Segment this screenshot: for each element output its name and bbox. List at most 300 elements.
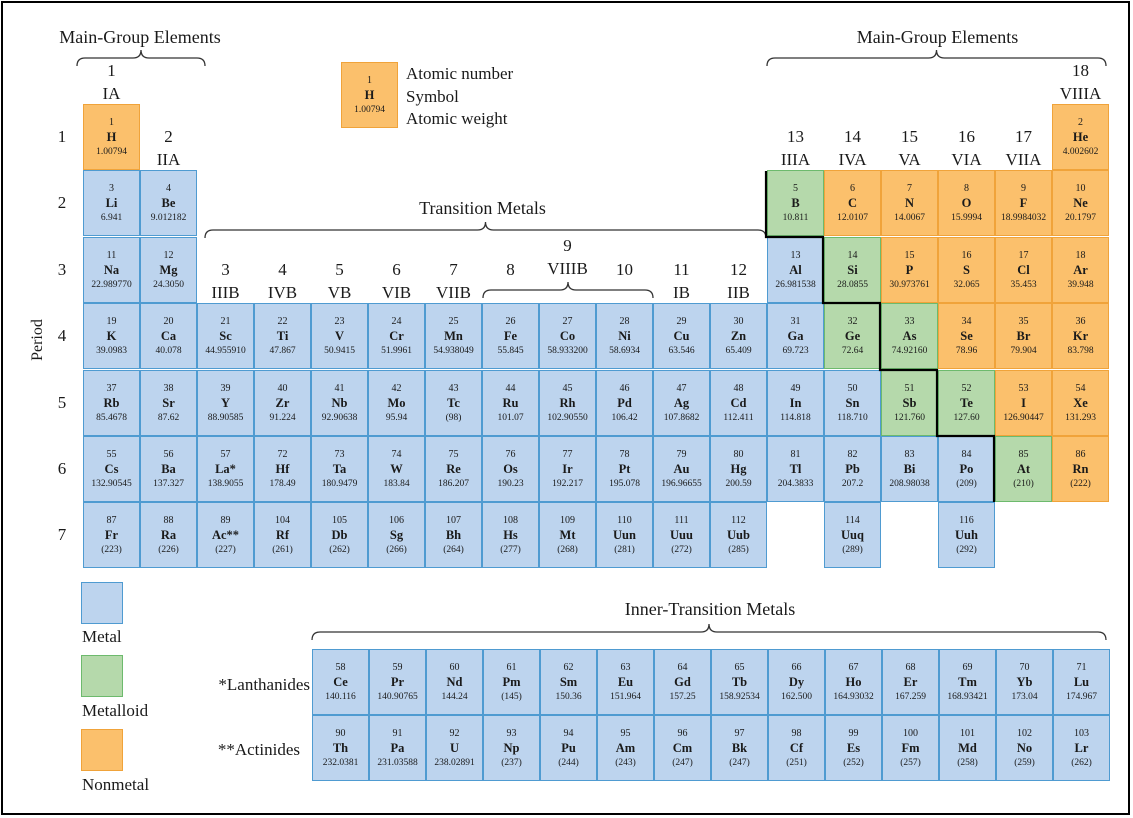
atomic-weight: 138.9055 bbox=[207, 479, 244, 489]
atomic-weight: (262) bbox=[329, 545, 350, 556]
element-symbol: Eu bbox=[617, 675, 634, 689]
element-cell-sc bbox=[197, 303, 254, 369]
group-number-11: 11 bbox=[673, 260, 690, 279]
atomic-number: 60 bbox=[449, 662, 460, 673]
atomic-number: 106 bbox=[389, 515, 404, 527]
period-axis-label: Period bbox=[29, 319, 46, 361]
element-cell-ti bbox=[254, 303, 311, 369]
element-cell-lu bbox=[1053, 649, 1110, 715]
atomic-weight: (292) bbox=[956, 545, 977, 556]
atomic-weight: (262) bbox=[1071, 758, 1092, 768]
atomic-number: 4 bbox=[166, 183, 171, 195]
atomic-number: 58 bbox=[335, 662, 346, 673]
group-roman-3: IIIB bbox=[211, 283, 240, 302]
atomic-weight: 196.96655 bbox=[661, 479, 702, 489]
element-cell-ac bbox=[197, 502, 254, 568]
atomic-number: 63 bbox=[620, 662, 631, 673]
element-symbol: Tb bbox=[731, 675, 748, 689]
atomic-weight: 200.59 bbox=[725, 479, 752, 489]
element-cell-nd bbox=[426, 649, 483, 715]
atomic-number: 68 bbox=[905, 662, 916, 673]
element-cell-mo bbox=[368, 370, 425, 436]
element-symbol: Uub bbox=[727, 528, 750, 543]
atomic-weight: (209) bbox=[956, 479, 977, 489]
atomic-weight: 92.90638 bbox=[321, 412, 358, 423]
group-number-14: 14 bbox=[844, 127, 861, 146]
atomic-number: 35 bbox=[1018, 316, 1029, 328]
element-cell-np bbox=[483, 715, 540, 781]
legend-label-metalloid: Metalloid bbox=[82, 701, 149, 720]
element-symbol: He bbox=[1072, 130, 1089, 144]
element-cell-ru bbox=[482, 370, 539, 436]
element-cell-si bbox=[824, 237, 881, 303]
key-atomic-weight-label: Atomic weight bbox=[406, 109, 508, 128]
atomic-weight: 183.84 bbox=[383, 479, 410, 489]
element-symbol: Pr bbox=[390, 675, 405, 689]
element-cell-am bbox=[597, 715, 654, 781]
atomic-number: 111 bbox=[674, 515, 689, 527]
atomic-number: 3 bbox=[109, 183, 114, 195]
element-symbol: As bbox=[902, 329, 917, 344]
element-symbol: Th bbox=[332, 741, 349, 755]
atomic-number: 73 bbox=[334, 449, 345, 460]
atomic-weight: 85.4678 bbox=[96, 412, 127, 423]
element-cell-gd bbox=[654, 649, 711, 715]
element-cell-bk bbox=[711, 715, 768, 781]
atomic-number: 83 bbox=[904, 449, 915, 460]
element-symbol: Br bbox=[1016, 329, 1031, 344]
atomic-number: 52 bbox=[961, 382, 972, 394]
element-symbol: Fm bbox=[901, 741, 920, 755]
atomic-number: 88 bbox=[163, 515, 174, 527]
element-symbol: Np bbox=[503, 741, 520, 755]
atomic-weight: 102.90550 bbox=[547, 412, 588, 423]
atomic-number: 26 bbox=[505, 316, 516, 328]
group-number-9: 9 bbox=[563, 236, 572, 255]
element-cell-ga bbox=[767, 303, 824, 369]
group-number-18: 18 bbox=[1072, 61, 1089, 80]
element-cell-c bbox=[824, 170, 881, 236]
period-number-3: 3 bbox=[57, 259, 67, 279]
element-cell-ba bbox=[140, 436, 197, 502]
atomic-number: 100 bbox=[903, 728, 918, 739]
atomic-weight: (272) bbox=[671, 545, 692, 556]
element-cell-ge bbox=[824, 303, 881, 369]
element-symbol: Te bbox=[960, 395, 973, 410]
atomic-number: 116 bbox=[959, 515, 974, 527]
group-number-3: 3 bbox=[221, 260, 230, 279]
atomic-weight: 190.23 bbox=[497, 479, 524, 489]
atomic-weight: 140.90765 bbox=[377, 692, 418, 702]
atomic-number: 61 bbox=[506, 662, 517, 673]
element-cell-fe bbox=[482, 303, 539, 369]
atomic-weight: (281) bbox=[614, 545, 635, 556]
element-symbol: Po bbox=[959, 462, 974, 476]
atomic-number: 62 bbox=[563, 662, 574, 673]
atomic-number: 12 bbox=[163, 249, 174, 261]
element-cell-no bbox=[996, 715, 1053, 781]
atomic-number: 17 bbox=[1018, 249, 1029, 261]
element-symbol: Ge bbox=[844, 329, 861, 344]
element-cell-pa bbox=[369, 715, 426, 781]
atomic-number: 46 bbox=[619, 382, 630, 394]
period-number-6: 6 bbox=[57, 459, 67, 478]
element-cell-ag bbox=[653, 370, 710, 436]
atomic-number: 39 bbox=[220, 382, 231, 394]
group-roman-18: VIIIA bbox=[1059, 84, 1102, 103]
atomic-weight: 174.967 bbox=[1066, 692, 1097, 702]
element-cell-rn bbox=[1052, 436, 1109, 502]
atomic-weight: (244) bbox=[558, 758, 579, 768]
group-number-16: 16 bbox=[958, 127, 975, 146]
element-cell-i bbox=[995, 370, 1052, 436]
element-symbol: Nb bbox=[331, 395, 348, 410]
element-symbol: Sm bbox=[559, 675, 578, 689]
atomic-number: 74 bbox=[391, 449, 402, 460]
atomic-number: 41 bbox=[334, 382, 345, 394]
element-symbol: Es bbox=[846, 741, 861, 755]
atomic-number: 34 bbox=[961, 316, 972, 328]
element-cell-sr bbox=[140, 370, 197, 436]
atomic-weight: 167.259 bbox=[895, 692, 926, 702]
element-cell-uun bbox=[596, 502, 653, 568]
element-cell-be bbox=[140, 170, 197, 236]
element-symbol: U bbox=[449, 741, 460, 755]
element-cell-cs bbox=[83, 436, 140, 502]
element-symbol: Fr bbox=[104, 528, 119, 543]
element-symbol: At bbox=[1016, 462, 1031, 476]
atomic-weight: (259) bbox=[1014, 758, 1035, 768]
atomic-weight: 127.60 bbox=[953, 412, 980, 423]
atomic-weight: 1.00794 bbox=[96, 147, 127, 157]
atomic-weight: 232.0381 bbox=[322, 758, 359, 768]
group-roman-16: VIA bbox=[951, 150, 982, 169]
key-sample-weight: 1.00794 bbox=[354, 105, 385, 115]
atomic-number: 8 bbox=[964, 183, 969, 195]
atomic-weight: 32.065 bbox=[953, 279, 980, 290]
element-symbol: Pb bbox=[845, 462, 860, 476]
element-cell-ta bbox=[311, 436, 368, 502]
element-symbol: Be bbox=[161, 196, 176, 211]
element-cell-pu bbox=[540, 715, 597, 781]
atomic-number: 89 bbox=[220, 515, 231, 527]
element-symbol: Zn bbox=[730, 329, 747, 344]
atomic-weight: 47.867 bbox=[269, 346, 296, 357]
atomic-number: 32 bbox=[847, 316, 858, 328]
atomic-weight: (258) bbox=[957, 758, 978, 768]
atomic-number: 65 bbox=[734, 662, 745, 673]
element-symbol: Uuh bbox=[955, 528, 978, 543]
element-symbol: Ne bbox=[1073, 196, 1088, 211]
atomic-weight: 101.07 bbox=[497, 412, 524, 423]
element-cell-mn bbox=[425, 303, 482, 369]
element-symbol: Se bbox=[960, 329, 973, 344]
atomic-weight: 144.24 bbox=[441, 692, 468, 702]
atomic-number: 47 bbox=[676, 382, 687, 394]
atomic-number: 9 bbox=[1021, 183, 1026, 195]
element-symbol: Yb bbox=[1016, 675, 1033, 689]
element-cell-sb bbox=[881, 370, 938, 436]
atomic-weight: 114.818 bbox=[780, 412, 811, 423]
atomic-number: 14 bbox=[847, 249, 858, 261]
group-number-2: 2 bbox=[164, 127, 173, 146]
element-cell-li bbox=[83, 170, 140, 236]
element-symbol: Ho bbox=[845, 675, 862, 689]
group-roman-7: VIIB bbox=[436, 283, 471, 302]
legend-label-metal: Metal bbox=[82, 627, 122, 646]
lanthanides-label: *Lanthanides bbox=[218, 675, 310, 694]
element-symbol: Bh bbox=[445, 528, 462, 543]
atomic-number: 95 bbox=[620, 728, 631, 739]
element-symbol: Ra bbox=[160, 528, 177, 543]
element-cell-cr bbox=[368, 303, 425, 369]
element-cell-cl bbox=[995, 237, 1052, 303]
atomic-weight: (268) bbox=[557, 545, 578, 556]
atomic-weight: 91.224 bbox=[269, 412, 296, 423]
element-symbol: Pt bbox=[618, 462, 631, 476]
group-roman-15: VA bbox=[898, 150, 921, 169]
element-cell-re bbox=[425, 436, 482, 502]
element-symbol: Gd bbox=[674, 675, 691, 689]
atomic-number: 10 bbox=[1075, 183, 1086, 195]
element-symbol: W bbox=[390, 462, 403, 476]
element-cell-hg bbox=[710, 436, 767, 502]
element-symbol: Ar bbox=[1073, 262, 1088, 277]
element-symbol: Lu bbox=[1073, 675, 1090, 689]
atomic-weight: 74.92160 bbox=[891, 346, 928, 357]
element-cell-zn bbox=[710, 303, 767, 369]
atomic-number: 37 bbox=[106, 382, 117, 394]
period-number-7: 7 bbox=[57, 525, 67, 545]
actinides-label: **Actinides bbox=[217, 740, 300, 759]
element-symbol: Tm bbox=[958, 675, 977, 689]
atomic-weight: 58.933200 bbox=[547, 346, 588, 357]
element-cell-te bbox=[938, 370, 995, 436]
atomic-number: 29 bbox=[676, 316, 687, 328]
atomic-number: 25 bbox=[448, 316, 459, 328]
atomic-number: 110 bbox=[617, 515, 632, 527]
atomic-weight: (277) bbox=[500, 545, 521, 556]
atomic-weight: 162.500 bbox=[781, 692, 812, 702]
element-cell-n bbox=[881, 170, 938, 236]
element-cell-es bbox=[825, 715, 882, 781]
element-symbol: Hg bbox=[730, 462, 747, 476]
element-symbol: Sg bbox=[389, 528, 404, 543]
element-symbol: Rb bbox=[103, 395, 120, 410]
atomic-number: 70 bbox=[1019, 662, 1030, 673]
element-cell-ni bbox=[596, 303, 653, 369]
element-symbol: H bbox=[106, 130, 117, 144]
atomic-weight: (226) bbox=[158, 545, 179, 556]
atomic-number: 57 bbox=[220, 449, 231, 460]
atomic-weight: 18.9984032 bbox=[1000, 213, 1047, 224]
period-number-4: 4 bbox=[57, 326, 67, 346]
element-cell-p bbox=[881, 237, 938, 303]
atomic-weight: (261) bbox=[272, 545, 293, 556]
atomic-number: 19 bbox=[106, 316, 117, 328]
atomic-weight: 26.981538 bbox=[775, 279, 816, 290]
group-roman-1: IA bbox=[102, 84, 121, 103]
atomic-weight: 150.36 bbox=[555, 692, 582, 702]
atomic-number: 31 bbox=[790, 316, 801, 328]
atomic-number: 80 bbox=[733, 449, 744, 460]
element-symbol: La* bbox=[215, 462, 236, 476]
element-cell-as bbox=[881, 303, 938, 369]
atomic-number: 101 bbox=[960, 728, 975, 739]
atomic-number: 11 bbox=[106, 249, 117, 261]
atomic-number: 78 bbox=[619, 449, 630, 460]
element-symbol: Au bbox=[673, 462, 690, 476]
atomic-weight: 131.293 bbox=[1065, 412, 1096, 423]
atomic-weight: 126.90447 bbox=[1003, 412, 1044, 423]
group-roman-14: IVA bbox=[838, 150, 867, 169]
atomic-number: 93 bbox=[506, 728, 517, 739]
group-roman-5: VB bbox=[327, 283, 352, 302]
atomic-weight: 180.9479 bbox=[321, 479, 358, 489]
atomic-number: 71 bbox=[1076, 662, 1087, 673]
element-symbol: Os bbox=[503, 462, 518, 476]
element-cell-kr bbox=[1052, 303, 1109, 369]
atomic-weight: 168.93421 bbox=[947, 692, 988, 702]
atomic-weight: (222) bbox=[1070, 479, 1091, 489]
element-symbol: Al bbox=[789, 262, 802, 277]
element-symbol: Zr bbox=[275, 395, 290, 410]
element-cell-y bbox=[197, 370, 254, 436]
period-number-5: 5 bbox=[57, 392, 67, 412]
atomic-number: 90 bbox=[335, 728, 346, 739]
element-cell-rb bbox=[83, 370, 140, 436]
element-symbol: Kr bbox=[1072, 329, 1089, 344]
atomic-weight: 157.25 bbox=[669, 692, 696, 702]
element-cell-pr bbox=[369, 649, 426, 715]
element-symbol: Sb bbox=[902, 395, 917, 410]
atomic-number: 104 bbox=[275, 515, 290, 527]
atomic-weight: (247) bbox=[672, 758, 693, 768]
element-cell-fm bbox=[882, 715, 939, 781]
atomic-weight: 231.03588 bbox=[377, 758, 418, 768]
atomic-weight: 39.948 bbox=[1067, 279, 1094, 290]
period-number-1: 1 bbox=[57, 127, 67, 146]
atomic-weight: (145) bbox=[501, 692, 522, 702]
element-symbol: Uuq bbox=[841, 528, 864, 543]
atomic-weight: 58.6934 bbox=[609, 346, 640, 357]
legend-swatch-metal bbox=[81, 582, 123, 624]
element-cell-o bbox=[938, 170, 995, 236]
element-cell-cm bbox=[654, 715, 711, 781]
element-cell-w bbox=[368, 436, 425, 502]
atomic-number: 86 bbox=[1075, 449, 1086, 460]
element-symbol: Y bbox=[220, 395, 231, 410]
atomic-number: 99 bbox=[848, 728, 859, 739]
element-symbol: Ce bbox=[333, 675, 348, 689]
element-symbol: K bbox=[106, 329, 117, 344]
group-number-6: 6 bbox=[392, 260, 401, 279]
atomic-weight: 151.964 bbox=[610, 692, 641, 702]
atomic-number: 43 bbox=[448, 382, 459, 394]
element-cell-al bbox=[767, 237, 824, 303]
atomic-number: 6 bbox=[850, 183, 855, 195]
atomic-weight: 9.012182 bbox=[150, 213, 187, 224]
atomic-weight: 39.0983 bbox=[96, 346, 127, 357]
element-symbol: Cr bbox=[389, 329, 404, 344]
element-symbol: Cd bbox=[730, 395, 747, 410]
element-symbol: Cf bbox=[789, 741, 804, 755]
group-number-1: 1 bbox=[107, 61, 116, 80]
atomic-number: 18 bbox=[1075, 249, 1086, 261]
atomic-number: 1 bbox=[109, 117, 114, 128]
element-symbol: Uun bbox=[613, 528, 636, 543]
atomic-number: 36 bbox=[1075, 316, 1086, 328]
group-number-8: 8 bbox=[506, 260, 515, 279]
atomic-number: 84 bbox=[961, 449, 972, 460]
element-symbol: Sr bbox=[162, 395, 175, 410]
atomic-weight: (210) bbox=[1013, 479, 1034, 489]
atomic-weight: (98) bbox=[445, 412, 462, 423]
atomic-number: 45 bbox=[562, 382, 573, 394]
element-cell-k bbox=[83, 303, 140, 369]
atomic-weight: 63.546 bbox=[668, 346, 695, 357]
atomic-number: 81 bbox=[790, 449, 801, 460]
element-cell-se bbox=[938, 303, 995, 369]
element-symbol: S bbox=[963, 262, 970, 277]
atomic-number: 79 bbox=[676, 449, 687, 460]
element-cell-sm bbox=[540, 649, 597, 715]
element-cell-ra bbox=[140, 502, 197, 568]
element-symbol: Na bbox=[103, 262, 120, 277]
atomic-weight: 72.64 bbox=[841, 346, 864, 357]
element-symbol: No bbox=[1016, 741, 1033, 755]
element-symbol: P bbox=[905, 262, 914, 277]
element-cell-uuu bbox=[653, 502, 710, 568]
element-cell-h bbox=[83, 104, 140, 170]
element-symbol: Si bbox=[847, 262, 858, 277]
element-cell-sn bbox=[824, 370, 881, 436]
element-symbol: N bbox=[904, 196, 915, 211]
group-roman-4: IVB bbox=[267, 283, 298, 302]
key-sample-symbol: H bbox=[364, 88, 375, 102]
atomic-weight: 87.62 bbox=[157, 412, 180, 423]
element-symbol: Db bbox=[331, 528, 348, 543]
atomic-weight: (223) bbox=[101, 545, 122, 556]
group-number-13: 13 bbox=[787, 127, 804, 146]
element-symbol: Tl bbox=[789, 462, 802, 476]
element-symbol: Ga bbox=[787, 329, 804, 344]
atomic-weight: 6.941 bbox=[100, 213, 123, 224]
element-cell-po bbox=[938, 436, 995, 502]
atomic-number: 92 bbox=[449, 728, 460, 739]
group-number-4: 4 bbox=[278, 260, 287, 279]
atomic-weight: 79.904 bbox=[1010, 346, 1037, 357]
group-number-5: 5 bbox=[335, 260, 344, 279]
element-symbol: O bbox=[961, 196, 972, 211]
atomic-weight: 15.9994 bbox=[951, 213, 982, 224]
element-cell-er bbox=[882, 649, 939, 715]
main-group-left-title: Main-Group Elements bbox=[59, 27, 221, 47]
element-symbol: Cs bbox=[104, 462, 119, 476]
element-cell-cd bbox=[710, 370, 767, 436]
atomic-weight: (243) bbox=[615, 758, 636, 768]
element-symbol: Ru bbox=[502, 395, 519, 410]
atomic-number: 38 bbox=[163, 382, 174, 394]
element-cell-th bbox=[312, 715, 369, 781]
element-cell-u bbox=[426, 715, 483, 781]
key-sample-cell bbox=[341, 62, 398, 128]
atomic-weight: 44.955910 bbox=[205, 346, 246, 357]
atomic-weight: 65.409 bbox=[725, 346, 752, 357]
atomic-number: 69 bbox=[962, 662, 973, 673]
atomic-number: 13 bbox=[790, 249, 801, 261]
element-cell-sg bbox=[368, 502, 425, 568]
